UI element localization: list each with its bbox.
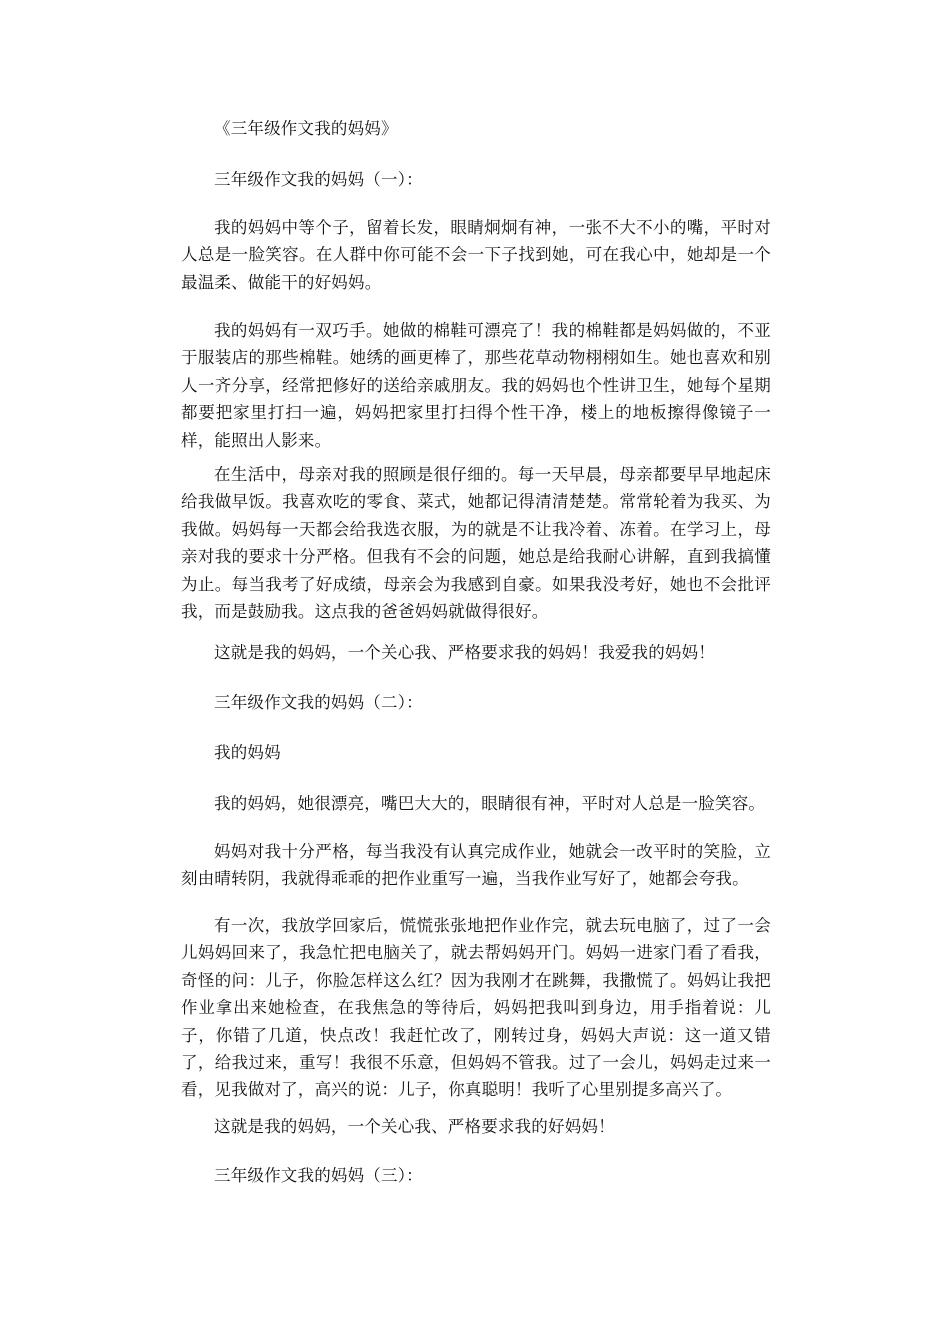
section-2-paragraph-2: 妈妈对我十分严格，每当我没有认真完成作业，她就会一改平时的笑脸，立刻由晴转阴，我就得乖乖的把作业重写一遍，当我作业写好了，她都会夸我。 (181, 842, 771, 889)
section-2-heading: 三年级作文我的妈妈（二）： (214, 693, 423, 712)
section-1-paragraph-3: 在生活中，母亲对我的照顾是很仔细的。每一天早晨，母亲都要早早地起床给我做早饭。我喜欢吃的零食、菜式，她都记得清清楚楚。常常轮着为我买、为我做。妈妈每一天都会给我选衣服，为的就是不让我冷着、冻着。在学习上，母亲对我的要求十分严格。但我有不会的问题，她总是给我耐心讲解，直到我搞懂为止。每当我考了好成绩，母亲会为我感到自豪。如果我没考好，她也不会批评我，而是鼓励我。这点我的爸爸妈妈就做得很好。 (181, 465, 771, 622)
section-1-paragraph-4: 这就是我的妈妈，一个关心我、严格要求我的妈妈！我爱我的妈妈！ (214, 643, 715, 662)
section-2-paragraph-1: 我的妈妈，她很漂亮，嘴巴大大的，眼睛很有神，平时对人总是一脸笑容。 (214, 794, 766, 813)
section-1-paragraph-2: 我的妈妈有一双巧手。她做的棉鞋可漂亮了！我的棉鞋都是妈妈做的，不亚于服装店的那些棉鞋。她绣的画更棒了，那些花草动物栩栩如生。她也喜欢和别人一齐分享，经常把修好的送给亲戚朋友。我的妈妈也个性讲卫生，她每个星期都要把家里打扫一遍，妈妈把家里打扫得个性干净，楼上的地板擦得像镜子一样，能照出人影来。 (181, 321, 771, 450)
document-title: 《三年级作文我的妈妈》 (214, 119, 398, 138)
section-2-paragraph-4: 这就是我的妈妈，一个关心我、严格要求我的好妈妈！ (214, 1117, 615, 1136)
section-2-subtitle: 我的妈妈 (214, 743, 281, 762)
section-1-heading: 三年级作文我的妈妈（一）： (214, 170, 423, 189)
section-1-paragraph-1: 我的妈妈中等个子，留着长发，眼睛炯炯有神，一张不大不小的嘴，平时对人总是一脸笑容。在人群中你可能不会一下子找到她，可在我心中，她却是一个最温柔、做能干的好妈妈。 (181, 218, 771, 292)
section-2-paragraph-3: 有一次，我放学回家后，慌慌张张地把作业作完，就去玩电脑了，过了一会儿妈妈回来了，我急忙把电脑关了，就去帮妈妈开门。妈妈一进家门看了看我，奇怪的问：儿子，你脸怎样这么红？因为我刚才在跳舞，我撒慌了。妈妈让我把作业拿出来她检查，在我焦急的等待后，妈妈把我叫到身边，用手指着说：儿子，你错了几道，快点改！我赶忙改了，刚转过身，妈妈大声说：这一道又错了，给我过来，重写！我很不乐意，但妈妈不管我。过了一会儿，妈妈走过来一看，见我做对了，高兴的说：儿子，你真聪明！我听了心里别提多高兴了。 (181, 916, 771, 1100)
section-3-heading: 三年级作文我的妈妈（三）： (214, 1166, 423, 1185)
